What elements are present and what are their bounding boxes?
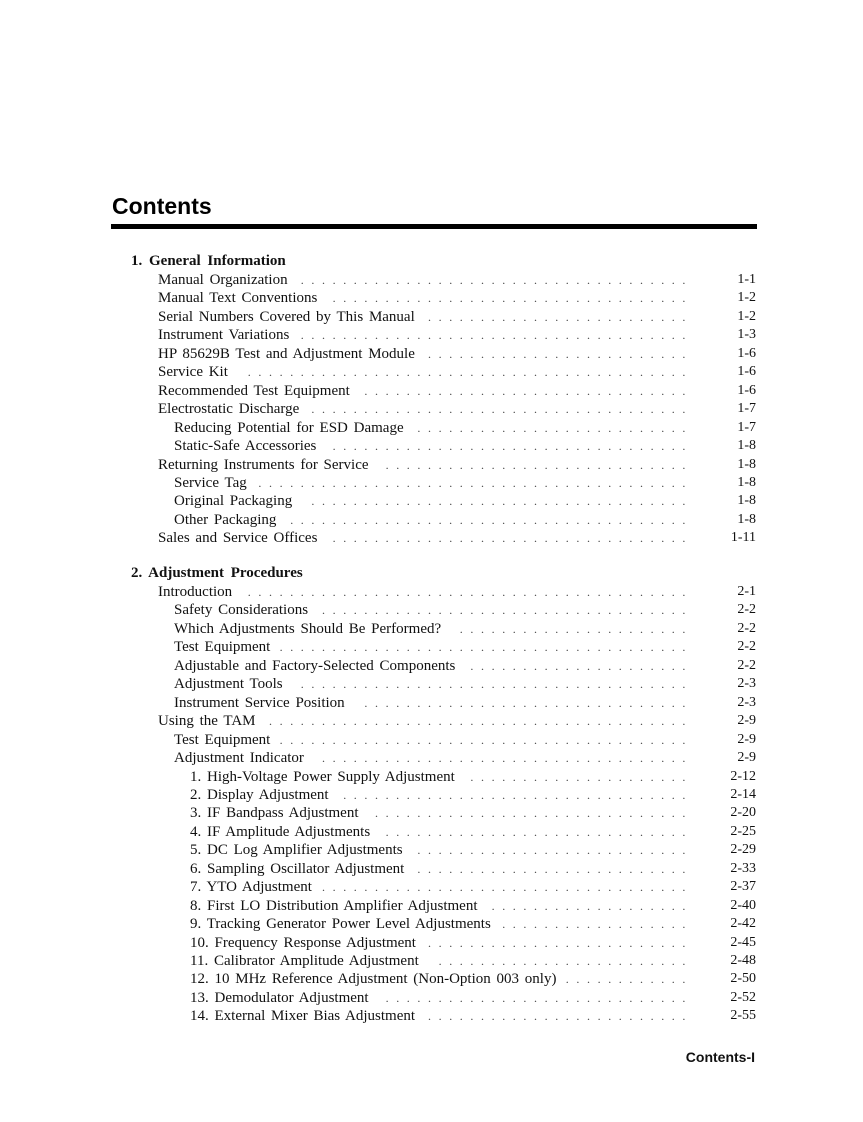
toc-entry-title: Sales and Service Offices [158, 529, 321, 547]
leader-dots: .......................................... [247, 585, 693, 599]
toc-entry-page: 2-42 [730, 916, 756, 932]
toc-entry-page: 1-8 [737, 511, 756, 527]
toc-entry-page: 1-2 [737, 290, 756, 306]
leader-dots: ...................... [459, 621, 693, 636]
toc-entry-page: 2-1 [737, 584, 756, 599]
leader-dots: ......................... [428, 309, 693, 324]
toc-entry-title: 7. YTO Adjustment [190, 878, 316, 896]
leader-dots: ...................................... [290, 512, 693, 527]
toc-entry[interactable] [0, 437, 863, 455]
leader-dots: ................... [491, 898, 693, 913]
toc-entry-title: Electrostatic Discharge [158, 400, 303, 418]
toc-entry-title: Test Equipment [174, 731, 274, 749]
toc-entry-title: Test Equipment [174, 638, 274, 656]
toc-entry-title: Serial Numbers Covered by This Manual [158, 308, 419, 326]
toc-entry-title: 11. Calibrator Amplitude Adjustment [190, 952, 423, 970]
toc-entry-title: HP 85629B Test and Adjustment Module [158, 345, 419, 363]
toc-entry-page: 2-9 [737, 731, 756, 747]
toc-entry-title: 13. Demodulator Adjustment [190, 989, 373, 1007]
toc-entry-title: Adjustment Indicator [174, 749, 308, 767]
leader-dots: ......................... [428, 935, 693, 950]
leader-dots: ..................................... [300, 328, 693, 343]
toc-entry[interactable] [0, 583, 863, 601]
toc-entry[interactable] [0, 271, 863, 289]
chapter-heading: 2. Adjustment Procedures [131, 565, 303, 581]
leader-dots: ......................................... [258, 475, 693, 490]
toc-entry-title: Instrument Service Position [174, 694, 349, 712]
leader-dots: ............................. [385, 457, 693, 472]
leader-dots: .................................. [332, 531, 693, 546]
toc-entry[interactable] [0, 400, 863, 418]
toc-entry[interactable] [0, 694, 863, 712]
leader-dots: ................................... [322, 880, 693, 895]
leader-dots: .................................... [311, 494, 693, 509]
toc-entry-page: 1-8 [737, 438, 756, 454]
toc-entry-title: Static-Safe Accessories [174, 437, 320, 455]
toc-entry[interactable] [0, 345, 863, 363]
toc-entry-page: 1-8 [737, 493, 756, 509]
toc-entry-title: Which Adjustments Should Be Performed? [174, 620, 445, 638]
leader-dots: ....................................... [279, 732, 693, 747]
leader-dots: ....................................... [279, 640, 693, 655]
toc-entry-title: Instrument Variations [158, 326, 293, 344]
leader-dots: ......................... [428, 1009, 693, 1024]
toc-entry[interactable] [0, 289, 863, 307]
toc-entry[interactable] [0, 860, 863, 878]
toc-entry[interactable] [0, 1007, 863, 1025]
toc-entry[interactable] [0, 492, 863, 510]
leader-dots: ............................... [364, 383, 693, 398]
toc-entry-page: 2-29 [730, 842, 756, 858]
toc-entry[interactable] [0, 823, 863, 841]
toc-entry[interactable] [0, 934, 863, 952]
toc-entry-page: 2-9 [737, 750, 756, 766]
toc-entry-title: 8. First LO Distribution Amplifier Adjustment [190, 897, 482, 915]
toc-entry-title: 10. Frequency Response Adjustment [190, 934, 420, 952]
toc-entry[interactable] [0, 970, 863, 988]
leader-dots: ................................. [343, 787, 693, 802]
leader-dots: .............................. [375, 806, 693, 821]
toc-entry-page: 2-2 [737, 639, 756, 655]
toc-entry[interactable] [0, 804, 863, 822]
toc-entry[interactable] [0, 638, 863, 656]
toc-entry-page: 2-48 [730, 953, 756, 968]
toc-entry-title: Service Kit [158, 363, 232, 381]
toc-entry[interactable] [0, 657, 863, 675]
toc-entry-title: Adjustable and Factory-Selected Components [174, 657, 459, 675]
toc-entry-page: 2-2 [737, 657, 756, 673]
toc-entry[interactable] [0, 786, 863, 804]
toc-entry-title: 12. 10 MHz Reference Adjustment (Non-Option 003 only) [190, 970, 560, 988]
leader-dots: .......................................... [247, 365, 693, 380]
toc-entry-title: Other Packaging [174, 511, 280, 529]
toc-entry-page: 2-9 [737, 713, 756, 729]
leader-dots: .................................. [332, 439, 693, 454]
toc-entry[interactable] [0, 915, 863, 933]
toc-entry-page: 1-11 [730, 530, 756, 546]
toc-entry-title: Recommended Test Equipment [158, 382, 354, 400]
toc-entry[interactable] [0, 749, 863, 767]
toc-entry-title: Returning Instruments for Service [158, 456, 373, 474]
leader-dots: .................. [502, 917, 693, 932]
toc-entry-title: Original Packaging [174, 492, 296, 510]
toc-entry-page: 1-1 [737, 272, 756, 287]
toc-entry-title: 6. Sampling Oscillator Adjustment [190, 860, 408, 878]
toc-entry-page: 2-37 [730, 879, 756, 895]
toc-entry[interactable] [0, 529, 863, 547]
toc-entry[interactable] [0, 456, 863, 474]
toc-entry-page: 2-52 [730, 989, 756, 1005]
leader-dots: ............................. [385, 990, 693, 1005]
toc-entry-title: 2. Display Adjustment [190, 786, 333, 804]
toc-entry-page: 2-14 [730, 786, 756, 802]
toc-entry-page: 1-8 [737, 474, 756, 490]
toc-entry[interactable] [0, 768, 863, 786]
leader-dots: ................................... [322, 751, 693, 766]
leader-dots: ......................... [428, 346, 693, 361]
page-footer: Contents-I [685, 1049, 755, 1065]
leader-dots: ............ [565, 972, 693, 987]
leader-dots: ..................................... [300, 273, 693, 287]
toc-entry-title: Manual Text Conventions [158, 289, 321, 307]
toc-entry[interactable] [0, 989, 863, 1007]
leader-dots: ............................... [364, 695, 693, 710]
toc-entry-page: 2-3 [737, 676, 756, 692]
toc-entry[interactable] [0, 511, 863, 529]
toc-entry-page: 1-2 [737, 308, 756, 324]
leader-dots: .................................... [311, 402, 693, 417]
leader-dots: .......................... [417, 420, 693, 435]
toc-entry[interactable] [0, 419, 863, 437]
toc-entry[interactable] [0, 712, 863, 730]
toc-entry-title: Service Tag [174, 474, 251, 492]
toc-entry[interactable] [0, 952, 863, 970]
toc-entry-page: 1-7 [737, 419, 756, 435]
chapter-heading: 1. General Information [131, 253, 286, 269]
toc-entry-title: Adjustment Tools [174, 675, 287, 693]
toc-entry[interactable] [0, 897, 863, 915]
toc-entry[interactable] [0, 363, 863, 381]
toc-entry-page: 2-55 [730, 1008, 756, 1024]
toc-entry-title: 14. External Mixer Bias Adjustment [190, 1007, 419, 1025]
toc-entry-page: 2-50 [730, 971, 756, 987]
toc-entry[interactable] [0, 601, 863, 619]
toc-entry-page: 2-12 [730, 768, 756, 784]
toc-entry-page: 1-6 [737, 364, 756, 380]
toc-entry-page: 2-25 [730, 823, 756, 839]
leader-dots: .......................... [417, 861, 693, 876]
toc-entry-page: 2-40 [730, 897, 756, 913]
leader-dots: ........................................ [269, 714, 693, 729]
toc-entry[interactable] [0, 474, 863, 492]
toc-entry-title: Manual Organization [158, 271, 292, 289]
toc-entry[interactable] [0, 308, 863, 326]
toc-entry-page: 1-7 [737, 401, 756, 417]
toc-entry-title: Introduction [158, 583, 236, 601]
toc-entry-title: 3. IF Bandpass Adjustment [190, 804, 363, 822]
toc-entry[interactable] [0, 841, 863, 859]
toc-entry[interactable] [0, 731, 863, 749]
leader-dots: .................................. [332, 291, 693, 306]
leader-dots: ..................... [470, 658, 693, 673]
leader-dots: ........................ [438, 954, 693, 968]
toc-entry-page: 2-45 [730, 934, 756, 950]
toc-entry-page: 1-6 [737, 382, 756, 398]
toc-entry-title: 1. High-Voltage Power Supply Adjustment [190, 768, 459, 786]
leader-dots: .......................... [417, 843, 693, 858]
toc-entry-page: 2-2 [737, 602, 756, 618]
leader-dots: ..................................... [300, 677, 693, 692]
title-rule [111, 224, 757, 229]
toc-entry-page: 2-2 [737, 620, 756, 636]
toc-entry-title: Using the TAM [158, 712, 260, 730]
toc-entry-page: 1-6 [737, 345, 756, 361]
toc-entry-page: 2-33 [730, 860, 756, 876]
leader-dots: ............................. [385, 824, 693, 839]
toc-entry-title: 9. Tracking Generator Power Level Adjustments [190, 915, 495, 933]
toc-entry-title: Safety Considerations [174, 601, 312, 619]
toc-entry[interactable] [0, 878, 863, 896]
toc-entry-page: 1-8 [737, 456, 756, 472]
toc-entry[interactable] [0, 620, 863, 638]
toc-entry-page: 2-3 [737, 694, 756, 710]
toc-entry[interactable] [0, 675, 863, 693]
toc-entry-title: 5. DC Log Amplifier Adjustments [190, 841, 407, 859]
page-title: Contents [112, 193, 212, 219]
toc-entry-page: 1-3 [737, 327, 756, 343]
leader-dots: ................................... [322, 603, 693, 618]
toc-entry-title: 4. IF Amplitude Adjustments [190, 823, 374, 841]
toc-entry[interactable] [0, 326, 863, 344]
toc-entry-page: 2-20 [730, 805, 756, 821]
leader-dots: ..................... [470, 769, 693, 784]
toc-entry[interactable] [0, 382, 863, 400]
toc-entry-title: Reducing Potential for ESD Damage [174, 419, 408, 437]
